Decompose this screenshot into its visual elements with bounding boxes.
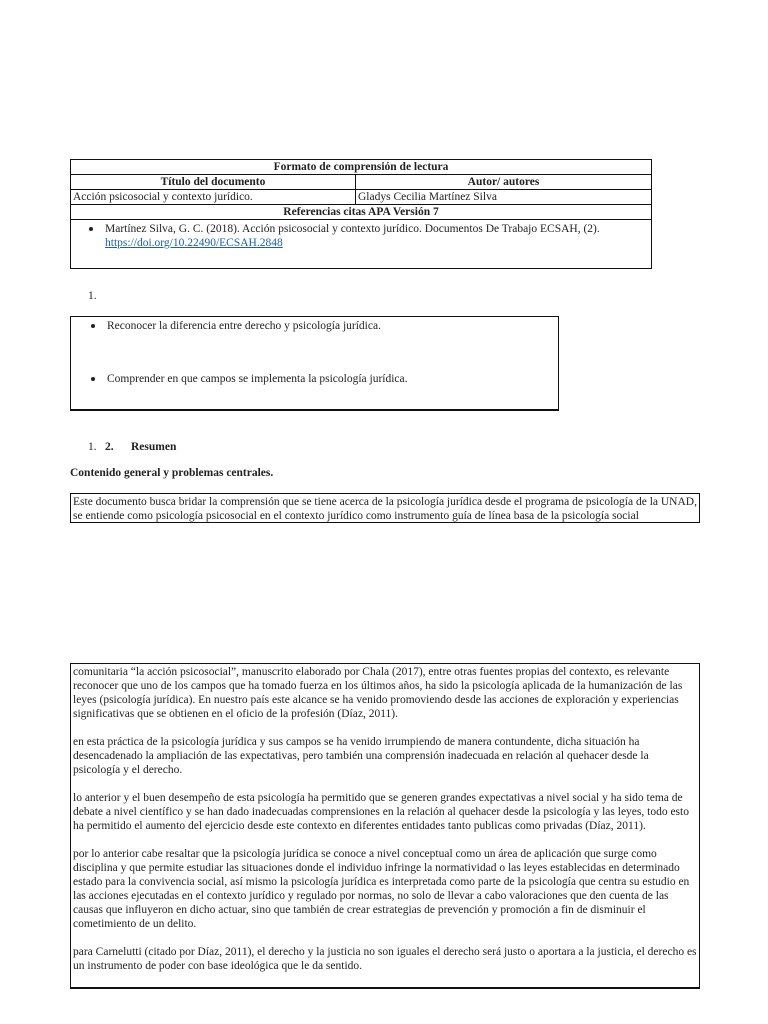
summary-paragraph: comunitaria “la acción psicosocial”, manuscrito elaborado por Chala (2017), entre otras fuentes propias del contexto, es relevante reconocer que uno de los campos que ha tomado fuerza en los últimos años, ha sido la psicología aplicada de la humanización de las leyes (psicología jurídica). En nuestro país este alcance se ha venido promoviendo desde las acciones de exploración y experiencias significativas que se obtienen en el oficio de la profesión (Díaz, 2011). — [73, 666, 683, 720]
summary-paragraph: en esta práctica de la psicología jurídica y sus campos se ha venido irrumpiendo de manera contundente, dicha situación ha desencadenado la ampliación de las expectativas, pero también una comprensión inadecuada en relación al quehacer desde la psicología y el derecho. — [73, 736, 649, 776]
reading-format-table — [70, 159, 652, 269]
reference-cell — [71, 220, 652, 269]
reference-text: Martínez Silva, G. C. (2018). Acción psicosocial y contexto jurídico. Documentos De Trabajo ECSAH, (2). — [105, 223, 600, 235]
content-subheading: Contenido general y problemas centrales. — [70, 467, 274, 479]
summary-text: Este documento busca bridar la comprensión que se tiene acerca de la psicología jurídica desde el programa de psicología de la UNAD, se entiende como psicología psicosocial en el contexto jurídico como instrumento guía de línea basa de la psicología social — [73, 496, 697, 522]
objective-item: Comprender en que campos se implementa la psicología jurídica. — [107, 373, 408, 385]
doi-link[interactable]: https://doi.org/10.22490/ECSAH.2848 — [105, 237, 283, 249]
objective-item: Reconocer la diferencia entre derecho y psicología jurídica. — [107, 320, 381, 332]
summary-paragraph: por lo anterior cabe resaltar que la psicología jurídica se conoce a nivel conceptual como un área de aplicación que surge como disciplina y que permite estudiar las situaciones donde el individuo infringe la normatividad o las leyes establecidas en determinado estado para la convivencia social, así mismo la psicología jurídica es interpretada como parte de la psicología que centra su estudio en las acciones ejecutadas en el contexto jurídico y regulado por normas, no solo de llevar a cabo valoraciones que den cuenta de las causas que influyeron en dicho actuar, sino que también de crear estrategias de prevención y promoción a fin de disminuir el cometimiento de un delito. — [73, 848, 690, 930]
document-author-cell: Gladys Cecilia Martínez Silva — [356, 190, 652, 205]
author-header: Autor/ autores — [356, 175, 652, 190]
summary-paragraph: para Carnelutti (citado por Díaz, 2011), el derecho y la justicia no son iguales el derecho será justo o aportara a la justicia, el derecho es un instrumento de poder con base ideológica que le da sentido. — [73, 946, 697, 972]
list-number: 1. — [88, 290, 97, 302]
summary-paragraph: lo anterior y el buen desempeño de esta psicología ha permitido que se generen grandes expectativas a nivel social y ha sido tema de debate a nivel científico y se han dado inadecuadas comprensiones en la relación al quehacer desde la psicología y las leyes, todo esto ha permitido el aumento del ejercicio desde este contexto en diferentes entidades tanto publicas como privadas (Díaz, 2011). — [73, 792, 689, 832]
summary-list-number: 1. — [88, 441, 97, 453]
summary-text-box — [70, 493, 700, 523]
summary-section-number: 2. — [105, 441, 114, 453]
summary-title: Resumen — [131, 441, 177, 453]
format-table-title: Formato de comprensión de lectura — [71, 160, 652, 175]
document-title-header: Título del documento — [71, 175, 356, 190]
reference-list-item — [105, 222, 645, 250]
document-title-cell: Acción psicosocial y contexto jurídico. — [71, 190, 356, 205]
summary-continuation-box — [70, 663, 700, 989]
references-header: Referencias citas APA Versión 7 — [71, 205, 652, 220]
objectives-box — [70, 316, 559, 411]
